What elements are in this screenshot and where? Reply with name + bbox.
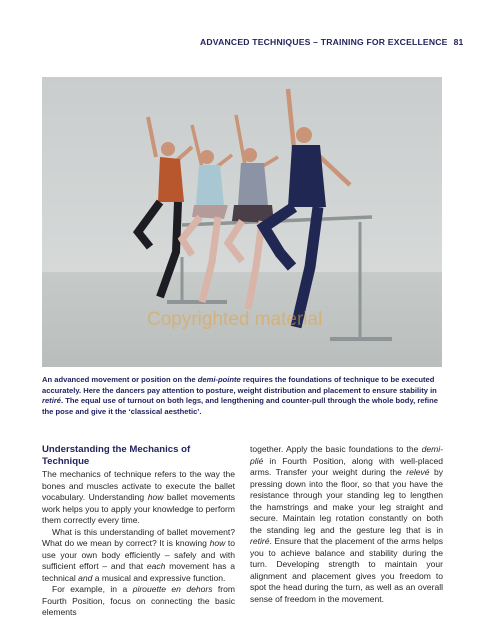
running-head	[200, 37, 464, 47]
paragraph-4: together. Apply the basic foundations to the demi-plié in Fourth Position, along with well-placed arms. Transfer your weight during the relevé by pressing down into the floor, so that you have the resistance through your standing leg to lengthen the hamstrings and make your leg straight and secure. Maintain leg rotation constantly on both the standing leg and the gesture leg that is in retiré. Ensure that the placement of the arms helps you to achieve balance and stability during the turn. Developing strength to maintain your alignment and placement gives you freedom to spot the head during the turn, as well as an overall sense of freedom in the movement.	[250, 444, 444, 604]
watermark: Copyrighted material	[147, 309, 323, 330]
ballet-dancers-illustration	[42, 77, 442, 367]
paragraph-3: For example, in a pirouette en dehors from Fourth Position, focus on connecting the basic elements	[42, 584, 236, 617]
paragraph-2: What is this understanding of ballet movement? What do we mean by correct? It is knowing how to use your own body efficiently – safely and with sufficient effort – and that each movement has a technical and a musical and expressive function.	[42, 526, 236, 583]
photo-caption: An advanced movement or position on the demi-pointe requires the foundations of technique to be executed accurately. Here the dancers pay attention to posture, weight distribution and placement to ensure stability in retiré. The equal use of turnout on both legs, and lengthening and counter-pull through the whole body, refine the pose and give it the ‘classical aesthetic’.	[42, 375, 439, 416]
right-column	[250, 444, 443, 605]
paragraph-1: The mechanics of technique refers to the way the bones and muscles activate to execute the ballet vocabulary. Understanding how ballet movements work helps you to apply your knowledge to perform them correctly every time.	[42, 469, 235, 525]
section-heading: Understanding the Mechanics of Technique	[42, 444, 191, 467]
left-column	[42, 444, 235, 619]
running-title: ADVANCED TECHNIQUES – TRAINING FOR EXCELLENCE	[200, 37, 448, 47]
ballet-photo	[42, 77, 442, 367]
page-number: 81	[453, 37, 464, 47]
